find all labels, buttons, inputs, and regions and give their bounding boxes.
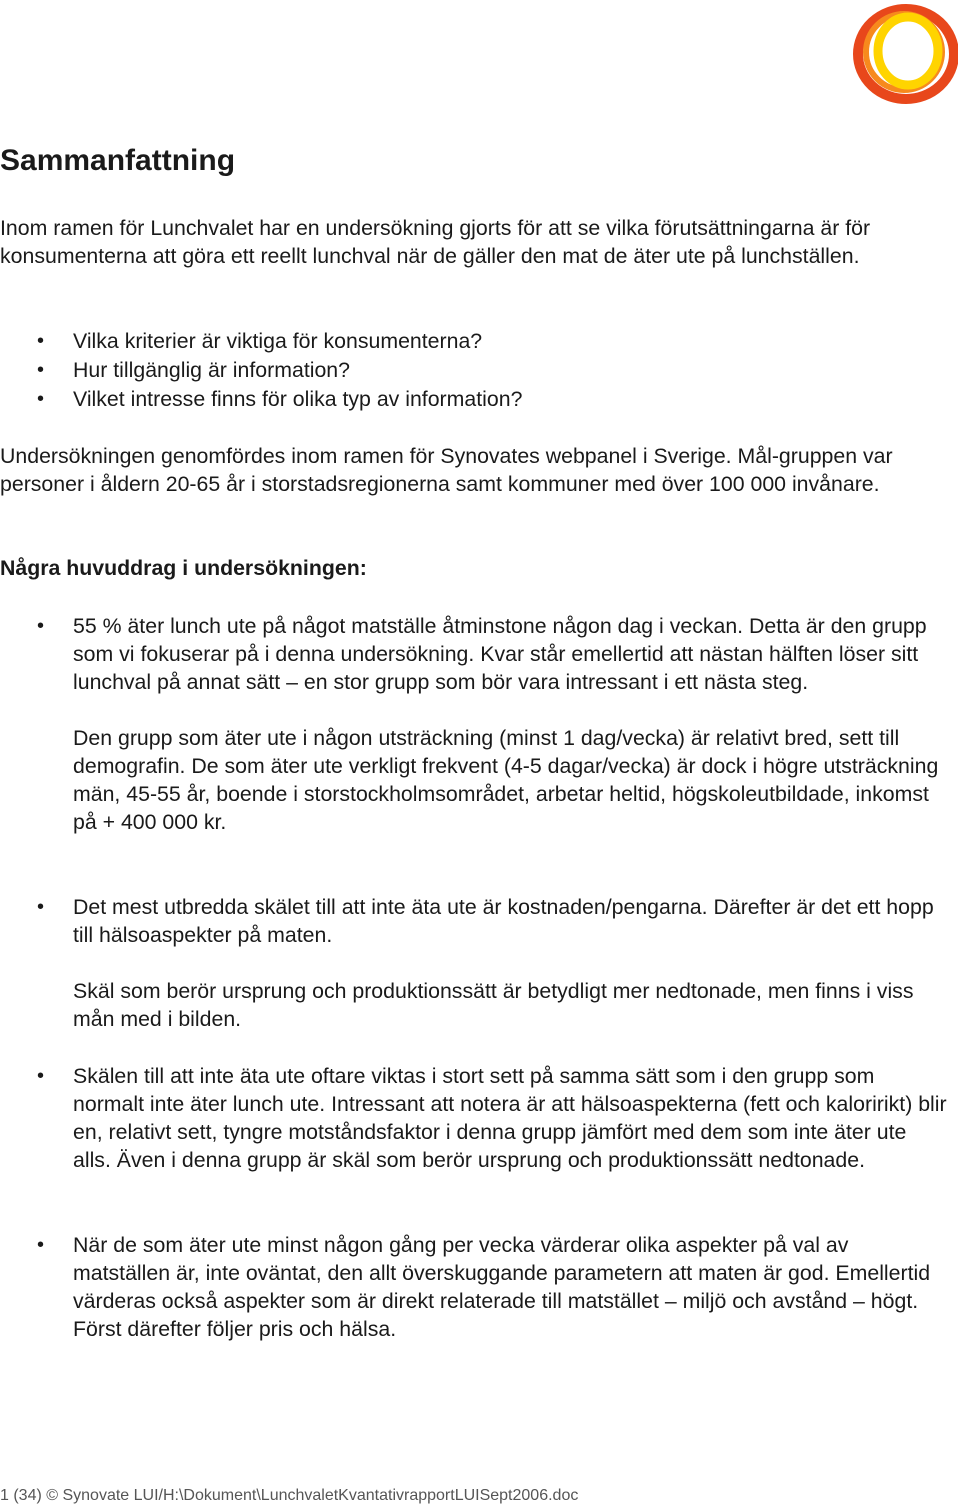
questions-list: [0, 327, 950, 414]
bullet-icon: •: [37, 615, 45, 637]
highlight-item: [0, 612, 950, 836]
highlights-heading: Några huvuddrag i undersökningen:: [0, 556, 367, 580]
highlight-item: [0, 1231, 950, 1343]
page-footer: 1 (34) © Synovate LUI/H:\Dokument\LunchvaletKvantativrapportLUISept2006.doc: [0, 1487, 579, 1504]
bullet-icon: •: [37, 1234, 45, 1256]
highlight-paragraph: Skälen till att inte äta ute oftare viktas i stort sett på samma sätt som i den grupp som normalt inte äter lunch ute. Intressant att notera är att hälsoaspekterna (fett och kaloririkt) blir en, relativt sett, tyngre motståndsfaktor i denna grupp jämfört med dem som inte äter ute alls. Även i denna grupp är skäl som berör ursprung och produktionssätt nedtonade.: [73, 1064, 947, 1172]
method-paragraph: Undersökningen genomfördes inom ramen för Synovates webpanel i Sverige. Mål-gruppen var personer i åldern 20-65 år i storstadsregionerna samt kommuner med över 100 000 invånare.: [0, 444, 893, 496]
synovate-ring-logo-icon: [846, 4, 958, 104]
highlight-paragraph: När de som äter ute minst någon gång per vecka värderar olika aspekter på val av matställen är, inte oväntat, den allt överskuggande parametern att maten är god. Emellertid värderas också aspekter som är direkt relaterade till matstället – miljö och avstånd – högt. Först därefter följer pris och hälsa.: [73, 1233, 931, 1341]
bullet-icon: •: [37, 388, 45, 410]
highlight-paragraph: Den grupp som äter ute i någon utsträckning (minst 1 dag/vecka) är relativt bred, sett till demografin. De som äter ute verkligt frekvent (4-5 dagar/vecka) är dock i högre utsträckning män, 45-55 år, boende i storstockholmsområdet, arbetar heltid, högskoleutbildade, inkomst på + 400 000 kr.: [73, 726, 939, 834]
bullet-icon: •: [37, 896, 45, 918]
intro-paragraph: Inom ramen för Lunchvalet har en undersökning gjorts för att se vilka förutsättningarna är för konsumenterna att göra ett reellt lunchval när de gäller den mat de äter ute på lunchställen.: [0, 216, 871, 268]
bullet-icon: •: [37, 359, 45, 381]
list-item: • Vilka kriterier är viktiga för konsumenterna?: [0, 327, 950, 356]
highlight-item: [0, 893, 950, 1033]
highlight-paragraph: 55 % äter lunch ute på något matställe åtminstone någon dag i veckan. Detta är den grupp som vi fokuserar på i denna undersökning. Kvar står emellertid att nästan hälften löser sitt lunchval på annat sätt – en stor grupp som bör vara intressant i ett nästa steg.: [73, 614, 927, 694]
list-item: • Hur tillgänglig är information?: [0, 356, 950, 385]
highlight-paragraph: Skäl som berör ursprung och produktionssätt är betydligt mer nedtonade, men finns i viss mån med i bilden.: [73, 979, 914, 1031]
page-title: Sammanfattning: [0, 144, 236, 177]
highlight-item: [0, 1062, 950, 1174]
highlight-paragraph: Det mest utbredda skälet till att inte äta ute är kostnaden/pengarna. Därefter är det ett hopp till hälsoaspekter på maten.: [73, 895, 934, 947]
list-item: • Vilket intresse finns för olika typ av information?: [0, 385, 950, 414]
bullet-icon: •: [37, 330, 45, 352]
bullet-icon: •: [37, 1065, 45, 1087]
